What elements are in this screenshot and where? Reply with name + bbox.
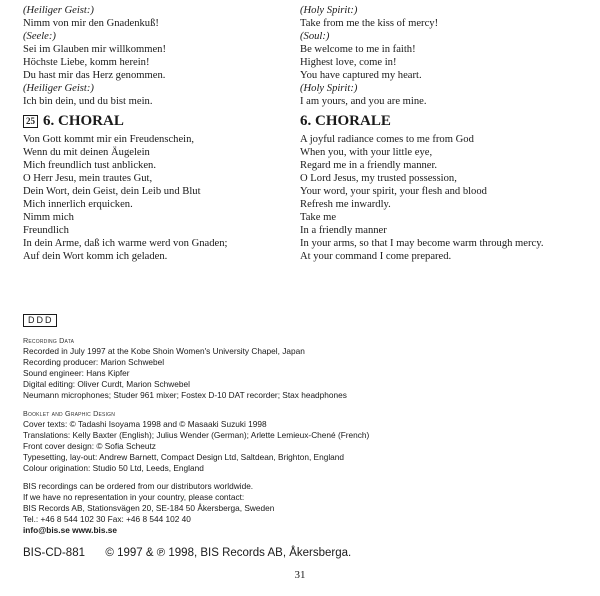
text-line: Ich bin dein, und du bist mein. xyxy=(23,96,153,107)
text-line: Mich innerlich erquicken. xyxy=(23,199,133,210)
contact-line: BIS Records AB, Stationsvägen 20, SE-184 50 Åkersberga, Sweden xyxy=(23,503,275,513)
contact-line: Tel.: +46 8 544 102 30 Fax: +46 8 544 102 40 xyxy=(23,514,191,524)
text-line: O Lord Jesus, my trusted possession, xyxy=(300,173,457,184)
text-line: Highest love, come in! xyxy=(300,57,397,68)
text-line: In a friendly manner xyxy=(300,225,387,236)
credit-line: Recorded in July 1997 at the Kobe Shoin Women's University Chapel, Japan xyxy=(23,346,305,356)
text-line: In your arms, so that I may become warm through mercy. xyxy=(300,238,544,249)
credit-line: Colour origination: Studio 50 Ltd, Leeds, England xyxy=(23,463,204,473)
text-line: Freundlich xyxy=(23,225,69,236)
spacer xyxy=(23,401,583,408)
text-line: Take from me the kiss of mercy! xyxy=(300,18,439,29)
german-recitative-lines xyxy=(23,4,288,108)
catalog-number: BIS-CD-881 xyxy=(23,547,85,559)
speaker-label: (Soul:) xyxy=(300,31,330,42)
recording-data-title: Recording Data xyxy=(23,336,75,345)
text-line: In dein Arme, daß ich warme werd von Gnaden; xyxy=(23,238,228,249)
text-line: When you, with your little eye, xyxy=(300,147,433,158)
speaker-label: (Holy Spirit:) xyxy=(300,5,358,16)
text-line: Regard me in a friendly manner. xyxy=(300,160,438,171)
text-line: Dein Wort, dein Geist, dein Leib und Blut xyxy=(23,186,201,197)
speaker-label: (Heiliger Geist:) xyxy=(23,5,94,16)
section-heading: 6. CHORAL xyxy=(43,113,124,129)
ddd-badge: DDD xyxy=(23,314,57,327)
text-line: Take me xyxy=(300,212,337,223)
text-line: I am yours, and you are mine. xyxy=(300,96,427,107)
text-line: At your command I come prepared. xyxy=(300,251,452,262)
english-text-column xyxy=(300,4,585,263)
text-line: Be welcome to me in faith! xyxy=(300,44,416,55)
text-line: Sei im Glauben mir willkommen! xyxy=(23,44,166,55)
text-line: A joyful radiance comes to me from God xyxy=(300,134,474,145)
copyright-notice: © 1997 & ℗ 1998, BIS Records AB, Åkersberga. xyxy=(105,547,352,559)
credit-line: Sound engineer: Hans Kipfer xyxy=(23,368,130,378)
text-line: Du hast mir das Herz genommen. xyxy=(23,70,166,81)
text-line: Refresh me inwardly. xyxy=(300,199,391,210)
text-line: You have captured my heart. xyxy=(300,70,422,81)
web-contact-line: info@bis.se www.bis.se xyxy=(23,525,118,535)
credit-line: Digital editing: Oliver Curdt, Marion Schwebel xyxy=(23,379,190,389)
credit-line: Translations: Kelly Baxter (English); Julius Wender (German); Arlette Lemieux-Chené (French) xyxy=(23,430,370,440)
english-chorale-heading xyxy=(300,113,585,129)
catalog-line xyxy=(23,545,583,561)
contact-line: BIS recordings can be ordered from our distributors worldwide. xyxy=(23,481,254,491)
german-choral-heading xyxy=(23,113,288,129)
credit-line: Neumann microphones; Studer 961 mixer; Fostex D-10 DAT recorder; Stax headphones xyxy=(23,390,347,400)
credits-block xyxy=(23,310,583,561)
text-line: Your word, your spirit, your flesh and blood xyxy=(300,186,487,197)
text-line: Nimm mich xyxy=(23,212,74,223)
credit-line: Front cover design: © Sofia Scheutz xyxy=(23,441,156,451)
text-line: Wenn du mit deinen Äugelein xyxy=(23,147,150,158)
text-line: Von Gott kommt mir ein Freudenschein, xyxy=(23,134,195,145)
section-heading: 6. CHORALE xyxy=(300,113,391,129)
text-line: O Herr Jesu, mein trautes Gut, xyxy=(23,173,153,184)
english-chorale-lines xyxy=(300,133,585,263)
booklet-design-title: Booklet and Graphic Design xyxy=(23,409,116,418)
text-line: Mich freundlich tust anblicken. xyxy=(23,160,156,171)
speaker-label: (Holy Spirit:) xyxy=(300,83,358,94)
text-line: Höchste Liebe, komm herein! xyxy=(23,57,150,68)
german-choral-lines xyxy=(23,133,288,263)
speaker-label: (Seele:) xyxy=(23,31,56,42)
text-line: Auf dein Wort komm ich geladen. xyxy=(23,251,168,262)
english-recitative-lines xyxy=(300,4,585,108)
track-number-badge: 25 xyxy=(23,115,38,128)
page-number: 31 xyxy=(294,569,306,581)
german-text-column xyxy=(23,4,288,263)
text-line: Nimm von mir den Gnadenkuß! xyxy=(23,18,159,29)
credit-line: Typesetting, lay-out: Andrew Barnett, Compact Design Ltd, Saltdean, Brighton, England xyxy=(23,452,345,462)
credit-line: Cover texts: © Tadashi Isoyama 1998 and © Masaaki Suzuki 1998 xyxy=(23,419,267,429)
speaker-label: (Heiliger Geist:) xyxy=(23,83,94,94)
credit-line: Recording producer: Marion Schwebel xyxy=(23,357,165,367)
contact-line: If we have no representation in your country, please contact: xyxy=(23,492,245,502)
spacer xyxy=(23,474,583,481)
